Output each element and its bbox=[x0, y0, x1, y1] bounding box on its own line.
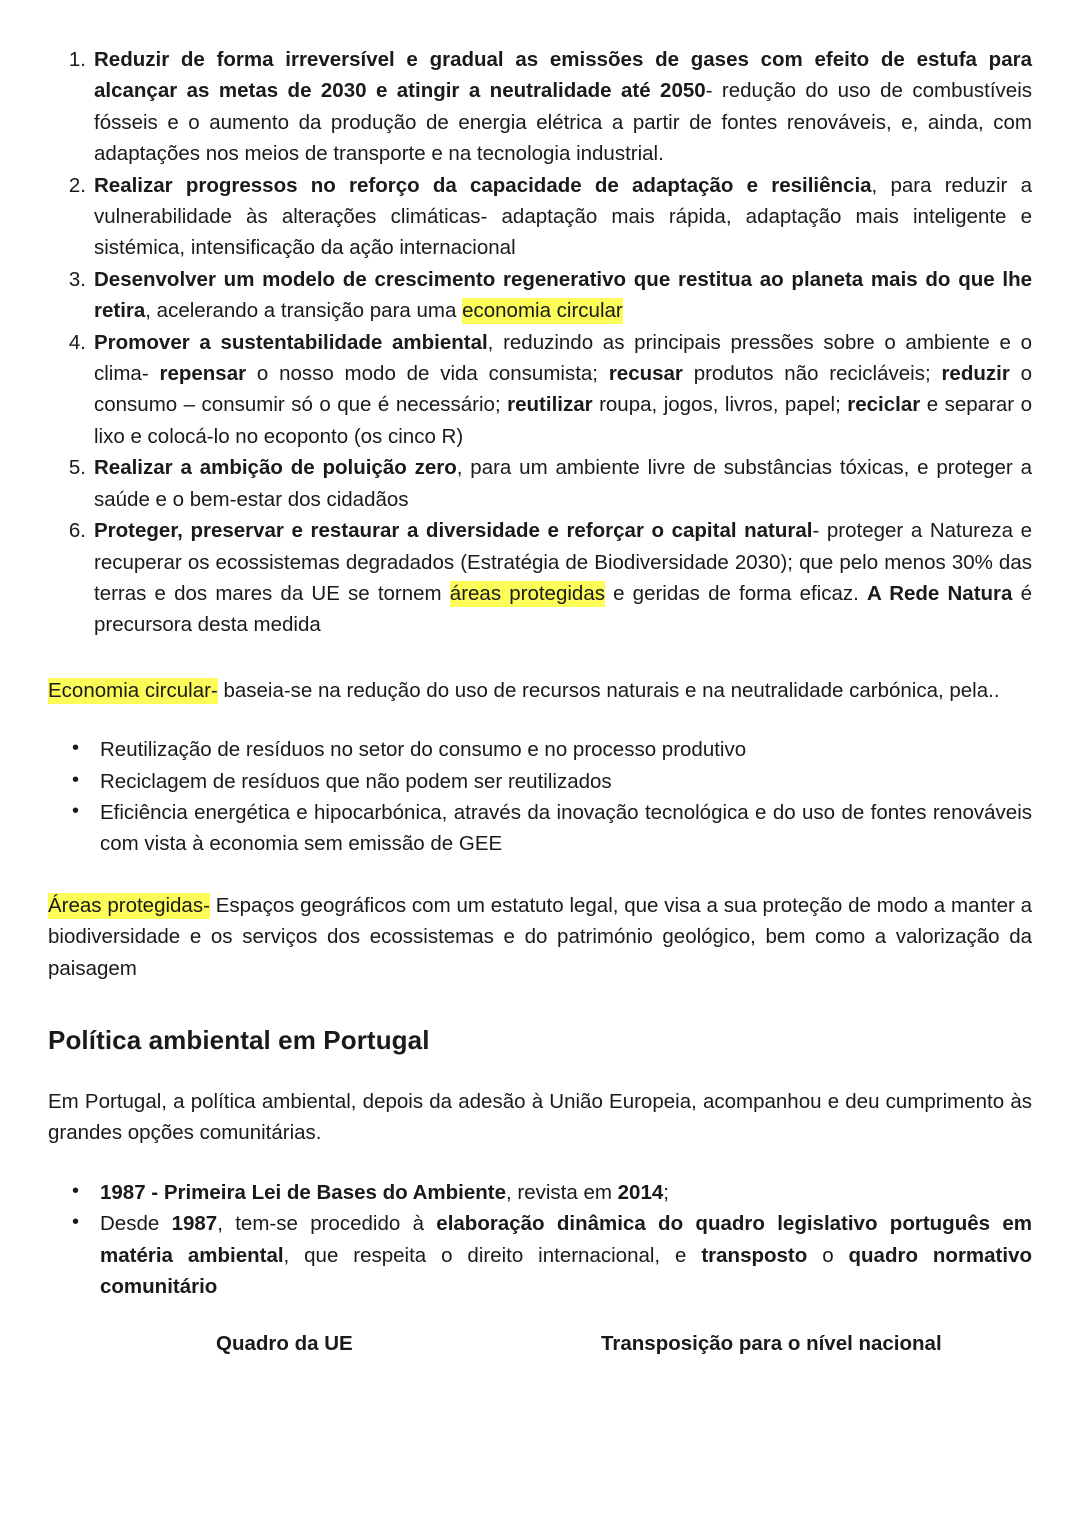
economia-circular-definition bbox=[48, 675, 1032, 706]
pt-bullet-2-text-d: o bbox=[807, 1243, 849, 1267]
objective-3-text: , acelerando a transição para uma bbox=[145, 299, 463, 323]
economia-circular-bullets bbox=[48, 734, 1032, 860]
areas-protegidas-definition bbox=[48, 890, 1032, 984]
objective-1-bold-lead: Reduzir de forma irreversível e gradual as emissões de gases com efeito de estufa para alcançar as metas de 2030 e atingir a neutralidade até 2050 bbox=[94, 48, 1032, 103]
objective-6-text-c: é precursora desta medida bbox=[94, 581, 1032, 637]
objective-4-bold-lead: Promover a sustentabilidade ambiental bbox=[94, 330, 488, 354]
spacer bbox=[48, 1302, 1032, 1328]
spacer bbox=[48, 860, 1032, 890]
objective-4-text-b: o nosso modo de vida consumista; bbox=[246, 362, 609, 386]
areas-protegidas-text: Espaços geográficos com um estatuto legal, que visa a sua proteção de modo a manter a biodiversidade e os serviços dos ecossistemas e do património geológico, bem como a valorização da paisagem bbox=[48, 893, 1032, 980]
pt-bullet-1-bold-a: 1987 - Primeira Lei de Bases do Ambiente bbox=[100, 1180, 506, 1204]
highlight-areas-protegidas: áreas protegidas bbox=[449, 581, 605, 605]
list-item bbox=[100, 734, 1032, 765]
list-item-objective-6 bbox=[94, 515, 1032, 641]
objective-6-text-a: - proteger a Natureza e recuperar os ecossistemas degradados (Estratégia de Biodiversidade 2030); que pelo menos 30% das terras e dos mares da UE se tornem bbox=[94, 519, 1032, 605]
objective-6-bold-lead: Proteger, preservar e restaurar a diversidade e reforçar o capital natural bbox=[94, 519, 813, 543]
objective-4-text-f: e separar o lixo e colocá-lo no ecoponto (os cinco R) bbox=[94, 393, 1032, 448]
pt-bullet-2-bold-b: elaboração dinâmica do quadro legislativo português em matéria ambiental bbox=[100, 1212, 1032, 1267]
objective-4-text-c: produtos não recicláveis; bbox=[682, 362, 942, 386]
spacer bbox=[48, 1149, 1032, 1177]
pt-bullet-2-bold-a: 1987 bbox=[171, 1212, 218, 1236]
list-item bbox=[100, 1177, 1032, 1208]
spacer bbox=[48, 641, 1032, 675]
objective-5-bold-lead: Realizar a ambição de poluição zero bbox=[94, 456, 457, 480]
economia-circular-text: baseia-se na redução do uso de recursos naturais e na neutralidade carbónica, pela.. bbox=[217, 678, 1000, 702]
pt-bullet-2-bold-d: quadro normativo comunitário bbox=[100, 1243, 1032, 1298]
objective-4-bold-reutilizar: reutilizar bbox=[507, 393, 593, 417]
objectives-list bbox=[48, 44, 1032, 641]
objective-4-bold-recusar: recusar bbox=[608, 362, 683, 386]
objective-4-text-a: , reduzindo as principais pressões sobre o ambiente e o clima- bbox=[94, 330, 1032, 386]
list-item-objective-3 bbox=[94, 264, 1032, 327]
pt-bullet-2-bold-c: transposto bbox=[701, 1243, 808, 1267]
list-item bbox=[100, 1208, 1032, 1302]
highlight-economia-circular: economia circular bbox=[462, 299, 623, 323]
list-item bbox=[100, 766, 1032, 797]
bullet-text: Eficiência energética e hipocarbónica, através da inovação tecnológica e do uso de fontes renováveis com vista à economia sem emissão de GEE bbox=[100, 800, 1032, 856]
term-areas-protegidas: Áreas protegidas- bbox=[48, 893, 210, 917]
list-item bbox=[100, 797, 1032, 860]
pt-bullet-1-text-b: ; bbox=[663, 1180, 669, 1204]
objective-6-bold-rede-natura: A Rede Natura bbox=[867, 581, 1013, 605]
page-title: Política ambiental em Portugal bbox=[48, 1024, 430, 1055]
spacer bbox=[48, 984, 1032, 1024]
objective-6-text-b: e geridas de forma eficaz. bbox=[604, 581, 867, 605]
objective-3-bold-lead: Desenvolver um modelo de crescimento regenerativo que restitua ao planeta mais do que lhe retira bbox=[94, 267, 1032, 323]
objective-5-text: , para um ambiente livre de substâncias tóxicas, e proteger a saúde e o bem-estar dos cidadãos bbox=[94, 456, 1032, 511]
portugal-intro-paragraph: Em Portugal, a política ambiental, depois da adesão à União Europeia, acompanhou e deu cumprimento às grandes opções comunitárias. bbox=[48, 1089, 1032, 1145]
column-heading-quadro-ue: Quadro da UE bbox=[216, 1332, 353, 1356]
bullet-text: Reutilização de resíduos no setor do consumo e no processo produtivo bbox=[100, 738, 747, 762]
pt-bullet-2-text-c: , que respeita o direito internacional, e bbox=[283, 1243, 702, 1267]
pt-bullet-2-text-b: , tem-se procedido à bbox=[217, 1212, 437, 1236]
portugal-bullets bbox=[48, 1177, 1032, 1303]
list-item-objective-4 bbox=[94, 327, 1032, 453]
term-economia-circular: Economia circular- bbox=[48, 678, 218, 702]
spacer bbox=[48, 706, 1032, 734]
objective-4-bold-reciclar: reciclar bbox=[847, 393, 921, 417]
spacer bbox=[48, 1056, 1032, 1086]
column-heading-transposicao: Transposição para o nível nacional bbox=[601, 1332, 942, 1356]
objective-1-text: - redução do uso de combustíveis fósseis e o aumento da produção de energia elétrica a partir de fontes renováveis, e, ainda, com adaptações nos meios de transporte e na tecnologia industrial. bbox=[94, 79, 1032, 166]
pt-bullet-1-text-a: , revista em bbox=[506, 1180, 618, 1204]
objective-2-bold-lead: Realizar progressos no reforço da capacidade de adaptação e resiliência bbox=[94, 173, 872, 197]
list-item-objective-1 bbox=[94, 44, 1032, 170]
objective-4-text-e: roupa, jogos, livros, papel; bbox=[592, 393, 848, 417]
list-item-objective-2 bbox=[94, 170, 1032, 264]
pt-bullet-1-bold-b: 2014 bbox=[617, 1180, 664, 1204]
bullet-text: Reciclagem de resíduos que não podem ser reutilizados bbox=[100, 769, 612, 793]
pt-bullet-2-text-a: Desde bbox=[100, 1212, 172, 1236]
column-headings-row bbox=[48, 1328, 1032, 1359]
objective-4-text-d: o consumo – consumir só o que é necessário; bbox=[94, 362, 1033, 417]
objective-2-text: , para reduzir a vulnerabilidade às alterações climáticas- adaptação mais rápida, adaptação mais inteligente e sistémica, intensificação da ação internacional bbox=[94, 173, 1032, 260]
list-item-objective-5 bbox=[94, 452, 1032, 515]
objective-4-bold-reduzir: reduzir bbox=[941, 362, 1010, 386]
objective-4-bold-repensar: repensar bbox=[159, 362, 247, 386]
